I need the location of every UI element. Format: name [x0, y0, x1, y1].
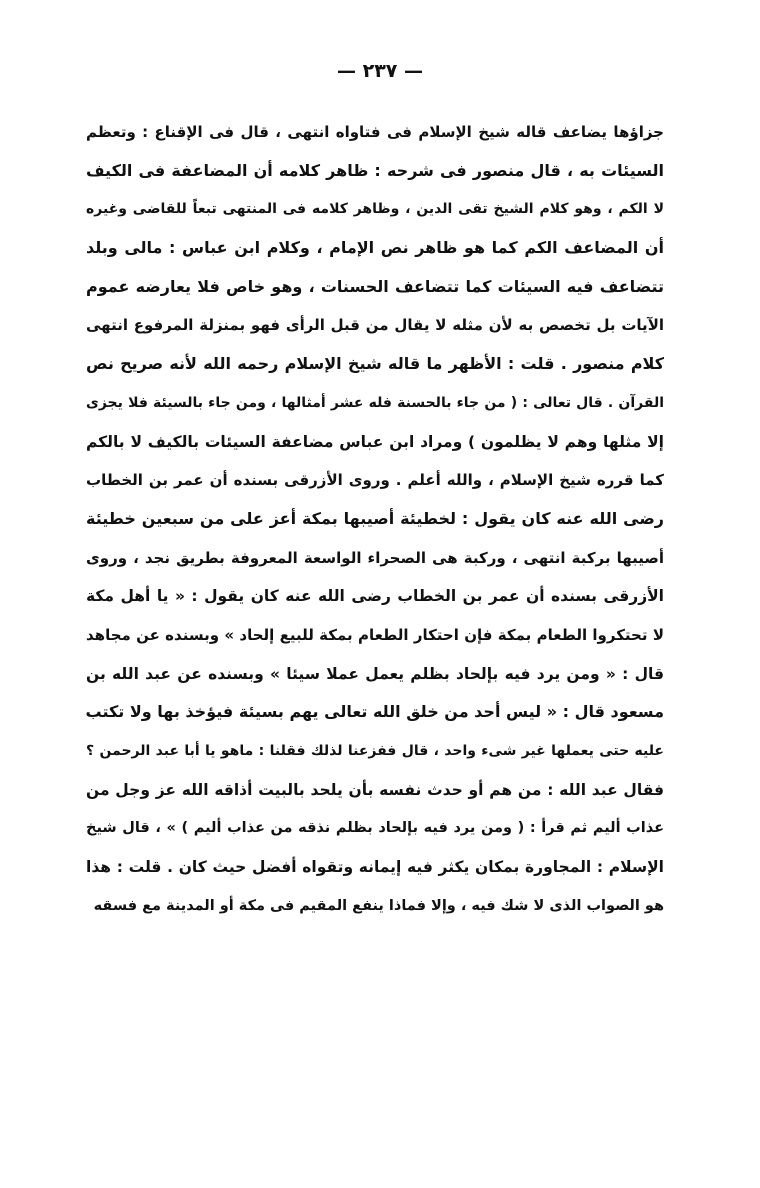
text-line: قال : « ومن يرد فيه بإلحاد بظلم يعمل عملا سيئا » وبسنده عن عبد الله بن — [86, 664, 664, 683]
text-line: لا الكم ، وهو كلام الشيخ تقى الدين ، وظاهر كلامه فى المنتهى تبعاً للقاضى وغيره — [86, 201, 664, 218]
text-line: إلا مثلها وهم لا يظلمون ) ومراد ابن عباس مضاعفة السيئات بالكيف لا بالكم — [86, 432, 664, 451]
text-line: أصيبها بركبة انتهى ، وركبة هى الصحراء الواسعة المعروفة بطريق نجد ، وروى — [86, 548, 664, 567]
text-line: أن المضاعف الكم كما هو ظاهر نص الإمام ، وكلام ابن عباس : مالى وبلد — [86, 238, 664, 258]
text-line: كما قرره شيخ الإسلام ، والله أعلم . وروى الأزرقى بسنده أن عمر بن الخطاب — [86, 471, 664, 490]
text-line: الآيات بل تخصص به لأن مثله لا يقال من قبل الرأى فهو بمنزلة المرفوع انتهى — [86, 316, 664, 335]
text-line: هو الصواب الذى لا شك فيه ، وإلا فماذا ينفع المقيم فى مكة أو المدينة مع فسقه — [93, 897, 664, 914]
text-line: السيئات به ، قال منصور فى شرحه : ظاهر كلامه أن المضاعفة فى الكيف — [86, 160, 664, 180]
page-number: — ٢٣٧ — — [336, 60, 424, 82]
text-line: لا تحتكروا الطعام بمكة فإن احتكار الطعام بمكة للبيع إلحاد » وبسنده عن مجاهد — [86, 625, 664, 644]
text-line: عليه حتى يعملها غير شىء واحد ، قال ففزعنا لذلك فقلنا : ماهو يا أبا عبد الرحمن ؟ — [86, 743, 664, 759]
text-line: مسعود قال : « ليس أحد من خلق الله تعالى يهم بسيئة فيؤخذ بها ولا تكتب — [86, 702, 664, 722]
text-line: رضى الله عنه كان يقول : لخطيئة أصيبها بمكة أعز على من سبعين خطيئة — [86, 508, 664, 528]
text-line: الإسلام : المجاورة بمكان يكثر فيه إيمانه وتقواه أفضل حيث كان . قلت : هذا — [86, 858, 664, 877]
text-line: القرآن . قال تعالى : ( من جاء بالحسنة فله عشر أمثالها ، ومن جاء بالسيئة فلا يجزى — [86, 394, 664, 411]
text-line: جزاؤها يضاعف قاله شيخ الإسلام فى فتاواه انتهى ، قال فى الإقناع : وتعظم — [86, 123, 664, 141]
text-line: عذاب أليم ثم قرأ : ( ومن يرد فيه بإلحاد بظلم نذقه من عذاب أليم ) » ، قال شيخ — [86, 820, 664, 837]
text-line: الأزرقى بسنده أن عمر بن الخطاب رضى الله عنه كان يقول : « يا أهل مكة — [86, 587, 664, 606]
body-text — [86, 113, 664, 925]
text-line: كلام منصور . قلت : الأظهر ما قاله شيخ الإسلام رحمه الله لأنه صريح نص — [86, 354, 664, 374]
text-line: تتضاعف فيه السيئات كما تتضاعف الحسنات ، وهو خاص فلا يعارضه عموم — [86, 276, 664, 296]
text-line: فقال عبد الله : من هم أو حدث نفسه بأن يلحد بالبيت أذاقه الله عز وجل من — [86, 780, 664, 799]
